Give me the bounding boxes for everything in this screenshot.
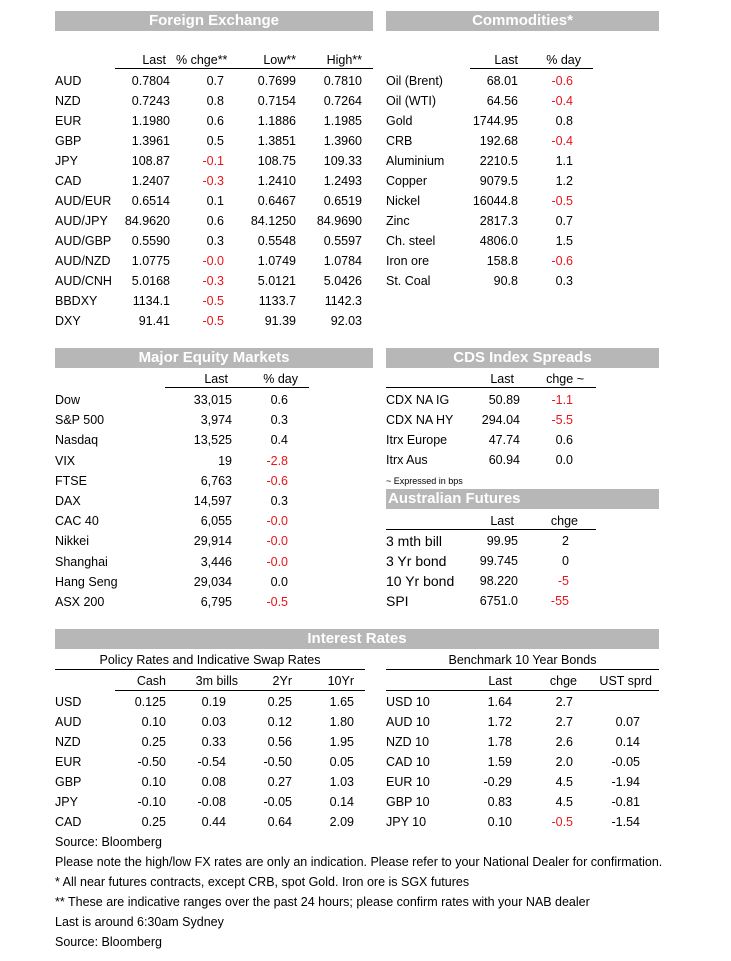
fx-row-name: AUD/JPY (55, 214, 108, 228)
cds-column-header: chge ~ (546, 372, 584, 386)
commodity-row-name: Ch. steel (386, 234, 436, 248)
fx-row-last: 0.7804 (131, 74, 170, 88)
fx-row-last: 1.3961 (131, 134, 170, 148)
commodity-row-name: Nickel (386, 194, 421, 208)
fx-row-low: 1133.7 (258, 294, 296, 308)
policy-row-3m-bills: 0.44 (201, 815, 226, 829)
fx-row-low: 5.0121 (257, 274, 296, 288)
equity-row-change: -2.8 (266, 453, 288, 468)
fx-row-last: 0.7243 (131, 94, 170, 108)
fx-row-change: -0.0 (202, 254, 224, 268)
policy-row-cash: 0.25 (141, 735, 166, 749)
bond-row-last: 1.78 (487, 735, 512, 749)
policy-row-2yr: -0.50 (263, 755, 292, 769)
fx-row-change: 0.3 (206, 234, 224, 248)
policy-row-cash: 0.10 (141, 715, 166, 729)
policy-row-cash: -0.10 (137, 795, 166, 809)
commodity-row-name: Oil (WTI) (386, 94, 436, 108)
equity-row-name: Nikkei (55, 534, 90, 549)
commodity-row-last: 64.56 (486, 94, 518, 108)
fx-column-header: % chge** (176, 53, 228, 67)
bonds-header-rule (386, 669, 659, 670)
bond-row-last: 0.10 (487, 815, 512, 829)
commodity-row-name: Iron ore (386, 254, 430, 268)
fx-row-high: 1142.3 (324, 294, 362, 308)
footer-note: Last is around 6:30am Sydney (55, 915, 224, 929)
bond-row-ust-spread: -1.54 (611, 815, 640, 829)
bond-row-ust-spread: -0.05 (611, 755, 640, 769)
commodity-row-name: Zinc (386, 214, 410, 228)
bond-row-change: 2.0 (555, 755, 573, 769)
policy-row-10yr: 1.80 (329, 715, 354, 729)
commodity-row-change: 0.3 (555, 274, 573, 288)
rates-section-header: Interest Rates (55, 629, 659, 649)
fx-row-name: AUD/EUR (55, 194, 112, 208)
fx-row-low: 91.39 (264, 314, 296, 328)
bond-row-name: EUR 10 (386, 775, 430, 789)
fx-row-last: 1.0775 (131, 254, 170, 268)
commodities-section-header: Commodities* (386, 11, 659, 31)
bond-row-change: 4.5 (555, 775, 573, 789)
equity-row-last: 3,446 (200, 554, 232, 569)
fx-row-last: 5.0168 (131, 274, 170, 288)
commodity-row-last: 16044.8 (472, 194, 518, 208)
policy-row-name: USD (55, 695, 82, 709)
policy-row-10yr: 0.14 (329, 795, 354, 809)
commodity-row-change: -0.6 (551, 254, 573, 268)
bonds-column-rule (386, 690, 659, 691)
policy-column-header: Cash (136, 674, 166, 688)
policy-row-name: AUD (55, 715, 82, 729)
fx-row-low: 0.7154 (257, 94, 296, 108)
futures-row-name: 3 Yr bond (386, 553, 447, 569)
fx-row-high: 109.33 (323, 154, 362, 168)
commodity-row-name: Gold (386, 114, 413, 128)
fx-row-name: EUR (55, 114, 82, 128)
fx-row-low: 1.3851 (257, 134, 296, 148)
equity-row-change: -0.5 (266, 595, 288, 609)
cds-row-change: 0.0 (555, 453, 573, 467)
fx-row-change: -0.1 (202, 154, 224, 168)
fx-row-low: 0.6467 (257, 194, 296, 208)
equity-row-last: 33,015 (193, 393, 232, 407)
cds-column-header: Last (490, 372, 514, 386)
equity-row-last: 6,763 (200, 473, 232, 488)
fx-row-change: 0.7 (206, 74, 224, 88)
bonds-column-header: chge (549, 674, 577, 688)
equity-header-rule (165, 387, 309, 388)
bonds-title: Benchmark 10 Year Bonds (448, 653, 597, 667)
commodity-row-change: 1.1 (555, 154, 573, 168)
bond-row-name: NZD 10 (386, 735, 430, 749)
bond-row-name: AUD 10 (386, 715, 430, 729)
commodity-row-last: 158.8 (486, 254, 518, 268)
commodity-row-last: 68.01 (486, 74, 518, 88)
fx-row-last: 1.1980 (131, 114, 170, 128)
equity-row-change: -0.6 (266, 473, 288, 488)
commodity-row-name: Oil (Brent) (386, 74, 443, 88)
equity-row-last: 14,597 (193, 494, 232, 508)
commodity-row-last: 4806.0 (479, 234, 518, 248)
commodity-row-name: Aluminium (386, 154, 445, 168)
fx-row-name: JPY (55, 154, 78, 168)
fx-row-low: 1.0749 (257, 254, 296, 268)
fx-row-high: 1.1985 (323, 114, 362, 128)
equity-row-last: 29,914 (193, 534, 232, 549)
policy-row-3m-bills: -0.08 (197, 795, 226, 809)
bond-row-ust-spread: -1.94 (611, 775, 640, 789)
fx-row-change: 0.1 (206, 194, 224, 208)
equity-column-header: % day (263, 372, 298, 386)
fx-row-name: CAD (55, 174, 82, 188)
cds-row-change: -5.5 (551, 413, 573, 427)
fx-row-last: 1.2407 (131, 174, 170, 188)
policy-column-header: 2Yr (272, 674, 292, 688)
fx-row-low: 0.5548 (257, 234, 296, 248)
futures-row-name: 3 mth bill (386, 533, 443, 549)
fx-row-high: 5.0426 (323, 274, 362, 288)
policy-column-rule (115, 690, 365, 691)
policy-row-10yr: 2.09 (329, 815, 354, 829)
fx-row-high: 1.3960 (323, 134, 362, 148)
policy-row-cash: 0.125 (134, 695, 166, 709)
commodity-row-change: -0.4 (551, 134, 573, 148)
futures-row-name: 10 Yr bond (386, 573, 455, 589)
fx-row-high: 1.2493 (323, 174, 362, 188)
cds-row-last: 50.89 (488, 393, 520, 407)
cds-note: ~ Expressed in bps (386, 476, 463, 486)
fx-row-high: 0.7810 (323, 74, 362, 88)
fx-row-change: -0.5 (202, 314, 224, 328)
bond-row-name: USD 10 (386, 695, 430, 709)
commodity-row-change: -0.6 (551, 74, 573, 88)
policy-row-name: NZD (55, 735, 81, 749)
commodity-row-change: -0.4 (551, 94, 573, 108)
policy-row-2yr: 0.27 (267, 775, 292, 789)
fx-row-change: 0.6 (206, 114, 224, 128)
equity-row-change: 0.3 (270, 413, 288, 428)
equity-row-name: Shanghai (55, 554, 108, 569)
policy-column-header: 3m bills (195, 674, 238, 688)
policy-column-header: 10Yr (327, 674, 354, 688)
equity-row-last: 19 (218, 453, 232, 468)
equity-row-name: VIX (55, 453, 76, 468)
bond-row-name: CAD 10 (386, 755, 430, 769)
equity-row-last: 6,055 (200, 514, 232, 529)
fx-row-high: 0.7264 (323, 94, 362, 108)
equity-row-change: -0.0 (266, 554, 288, 569)
equity-row-last: 13,525 (193, 433, 232, 448)
policy-row-3m-bills: 0.08 (201, 775, 226, 789)
fx-section-header: Foreign Exchange (55, 11, 373, 31)
fx-row-low: 1.1886 (257, 114, 296, 128)
cds-header-rule (386, 387, 596, 388)
policy-row-10yr: 0.05 (329, 755, 354, 769)
bond-row-name: GBP 10 (386, 795, 430, 809)
cds-row-name: CDX NA HY (386, 413, 454, 427)
commodity-row-change: 0.8 (555, 114, 573, 128)
cds-row-name: Itrx Aus (386, 453, 428, 467)
fx-row-name: GBP (55, 134, 82, 148)
footer-note: * All near futures contracts, except CRB, spot Gold. Iron ore is SGX futures (55, 875, 470, 889)
fx-row-change: 0.8 (206, 94, 224, 108)
policy-row-name: JPY (55, 795, 78, 809)
fx-row-low: 84.1250 (250, 214, 296, 228)
bonds-column-header: Last (488, 674, 512, 688)
equity-row-change: 0.6 (270, 393, 288, 407)
equity-row-last: 6,795 (200, 595, 232, 609)
equity-row-last: 3,974 (200, 413, 232, 428)
policy-row-name: EUR (55, 755, 82, 769)
fx-column-header: Last (142, 53, 166, 67)
fx-row-change: -0.3 (202, 274, 224, 288)
equity-row-change: 0.4 (270, 433, 288, 448)
bond-row-change: 2.6 (555, 735, 573, 749)
policy-row-2yr: 0.56 (267, 735, 292, 749)
fx-column-header: High** (326, 53, 362, 67)
cds-row-last: 60.94 (488, 453, 520, 467)
futures-row-name: SPI (386, 593, 409, 609)
policy-row-10yr: 1.65 (329, 695, 354, 709)
commodities-column-header: % day (546, 53, 581, 67)
commodity-row-name: CRB (386, 134, 413, 148)
futures-row-change: 0 (562, 554, 569, 568)
bond-row-last: 1.64 (487, 695, 512, 709)
fx-column-header: Low** (263, 53, 296, 67)
policy-row-3m-bills: 0.19 (201, 695, 226, 709)
bonds-column-header: UST sprd (599, 674, 652, 688)
equity-row-change: -0.0 (266, 534, 288, 549)
fx-row-last: 1134.1 (132, 294, 170, 308)
bond-row-change: 4.5 (555, 795, 573, 809)
bond-row-last: 1.72 (487, 715, 512, 729)
fx-row-low: 1.2410 (257, 174, 296, 188)
futures-header-rule (386, 529, 596, 530)
futures-section-header: Australian Futures (386, 489, 659, 509)
fx-header-rule (115, 68, 373, 69)
fx-row-name: BBDXY (55, 294, 98, 308)
policy-row-3m-bills: 0.33 (201, 735, 226, 749)
footer-note: Source: Bloomberg (55, 935, 163, 949)
fx-row-last: 0.5590 (131, 234, 170, 248)
equity-row-change: 0.3 (270, 494, 288, 508)
equity-row-last: 29,034 (193, 574, 232, 589)
policy-row-10yr: 1.03 (329, 775, 354, 789)
cds-row-last: 294.04 (481, 413, 520, 427)
equity-row-name: Hang Seng (55, 574, 118, 589)
commodity-row-change: 1.5 (555, 234, 573, 248)
equity-row-name: FTSE (55, 473, 87, 488)
futures-row-last: 99.745 (479, 554, 518, 568)
fx-row-last: 91.41 (138, 314, 170, 328)
policy-row-2yr: 0.12 (267, 715, 292, 729)
policy-row-2yr: -0.05 (263, 795, 292, 809)
futures-row-change: -5 (557, 574, 569, 588)
futures-row-last: 99.95 (486, 534, 518, 548)
policy-row-3m-bills: -0.54 (197, 755, 226, 769)
policy-row-2yr: 0.64 (267, 815, 292, 829)
commodity-row-last: 90.8 (493, 274, 518, 288)
equity-section-header: Major Equity Markets (55, 348, 373, 368)
equity-row-name: ASX 200 (55, 595, 105, 609)
bond-row-ust-spread: 0.14 (615, 735, 640, 749)
commodities-header-rule (470, 68, 593, 69)
commodity-row-last: 192.68 (479, 134, 518, 148)
futures-row-last: 98.220 (479, 574, 518, 588)
futures-column-header: chge (550, 514, 578, 528)
commodity-row-last: 9079.5 (479, 174, 518, 188)
policy-row-name: GBP (55, 775, 82, 789)
fx-row-name: AUD/CNH (55, 274, 112, 288)
bond-row-last: -0.29 (483, 775, 512, 789)
fx-row-name: DXY (55, 314, 81, 328)
bond-row-change: -0.5 (551, 815, 573, 829)
equity-row-name: DAX (55, 494, 81, 508)
fx-row-high: 84.9690 (316, 214, 362, 228)
policy-row-cash: 0.25 (141, 815, 166, 829)
fx-row-change: 0.6 (206, 214, 224, 228)
equity-row-name: Nasdaq (55, 433, 99, 448)
bond-row-ust-spread: -0.81 (611, 795, 640, 809)
fx-row-low: 108.75 (257, 154, 296, 168)
fx-row-low: 0.7699 (257, 74, 296, 88)
commodity-row-change: 0.7 (555, 214, 573, 228)
bond-row-last: 1.59 (487, 755, 512, 769)
cds-row-change: -1.1 (551, 393, 573, 407)
equity-row-name: S&P 500 (55, 413, 105, 428)
commodity-row-last: 2817.3 (479, 214, 518, 228)
fx-row-change: -0.3 (202, 174, 224, 188)
fx-row-name: AUD (55, 74, 82, 88)
cds-row-last: 47.74 (488, 433, 520, 447)
fx-row-high: 92.03 (330, 314, 362, 328)
commodity-row-change: 1.2 (555, 174, 573, 188)
fx-row-name: AUD/NZD (55, 254, 111, 268)
fx-row-change: -0.5 (202, 294, 224, 308)
commodity-row-name: Copper (386, 174, 427, 188)
equity-row-change: -0.0 (266, 514, 288, 529)
commodity-row-last: 2210.5 (479, 154, 518, 168)
equity-row-change: 0.0 (270, 574, 288, 589)
cds-row-name: CDX NA IG (386, 393, 450, 407)
cds-section-header: CDS Index Spreads (386, 348, 659, 368)
fx-row-last: 108.87 (131, 154, 170, 168)
fx-row-last: 84.9620 (124, 214, 170, 228)
futures-row-change: 2 (562, 534, 569, 548)
futures-row-last: 6751.0 (479, 594, 518, 608)
equity-column-header: Last (204, 372, 228, 386)
policy-row-cash: 0.10 (141, 775, 166, 789)
policy-row-name: CAD (55, 815, 82, 829)
bond-row-change: 2.7 (555, 715, 573, 729)
fx-row-change: 0.5 (206, 134, 224, 148)
equity-row-name: Dow (55, 393, 81, 407)
policy-header-rule (55, 669, 365, 670)
footer-note: Source: Bloomberg (55, 835, 163, 849)
fx-row-high: 1.0784 (323, 254, 362, 268)
futures-column-header: Last (490, 514, 514, 528)
policy-row-2yr: 0.25 (267, 695, 292, 709)
cds-row-name: Itrx Europe (386, 433, 448, 447)
fx-row-name: NZD (55, 94, 81, 108)
policy-row-3m-bills: 0.03 (201, 715, 226, 729)
commodity-row-name: St. Coal (386, 274, 431, 288)
footer-note: Please note the high/low FX rates are only an indication. Please refer to your National Dealer for confirmation. (55, 855, 663, 869)
fx-row-last: 0.6514 (131, 194, 170, 208)
bond-row-ust-spread: 0.07 (615, 715, 640, 729)
equity-row-name: CAC 40 (55, 514, 99, 529)
bond-row-name: JPY 10 (386, 815, 427, 829)
fx-row-high: 0.5597 (323, 234, 362, 248)
fx-row-high: 0.6519 (323, 194, 362, 208)
cds-row-change: 0.6 (555, 433, 573, 447)
bond-row-last: 0.83 (487, 795, 512, 809)
footer-note: ** These are indicative ranges over the past 24 hours; please confirm rates with your NAB dealer (55, 895, 590, 909)
policy-rates-title: Policy Rates and Indicative Swap Rates (99, 653, 321, 667)
policy-row-10yr: 1.95 (329, 735, 354, 749)
futures-row-change: -55 (550, 594, 569, 608)
commodity-row-last: 1744.95 (472, 114, 518, 128)
commodity-row-change: -0.5 (551, 194, 573, 208)
commodities-column-header: Last (494, 53, 518, 67)
policy-row-cash: -0.50 (137, 755, 166, 769)
bond-row-change: 2.7 (555, 695, 573, 709)
fx-row-name: AUD/GBP (55, 234, 112, 248)
